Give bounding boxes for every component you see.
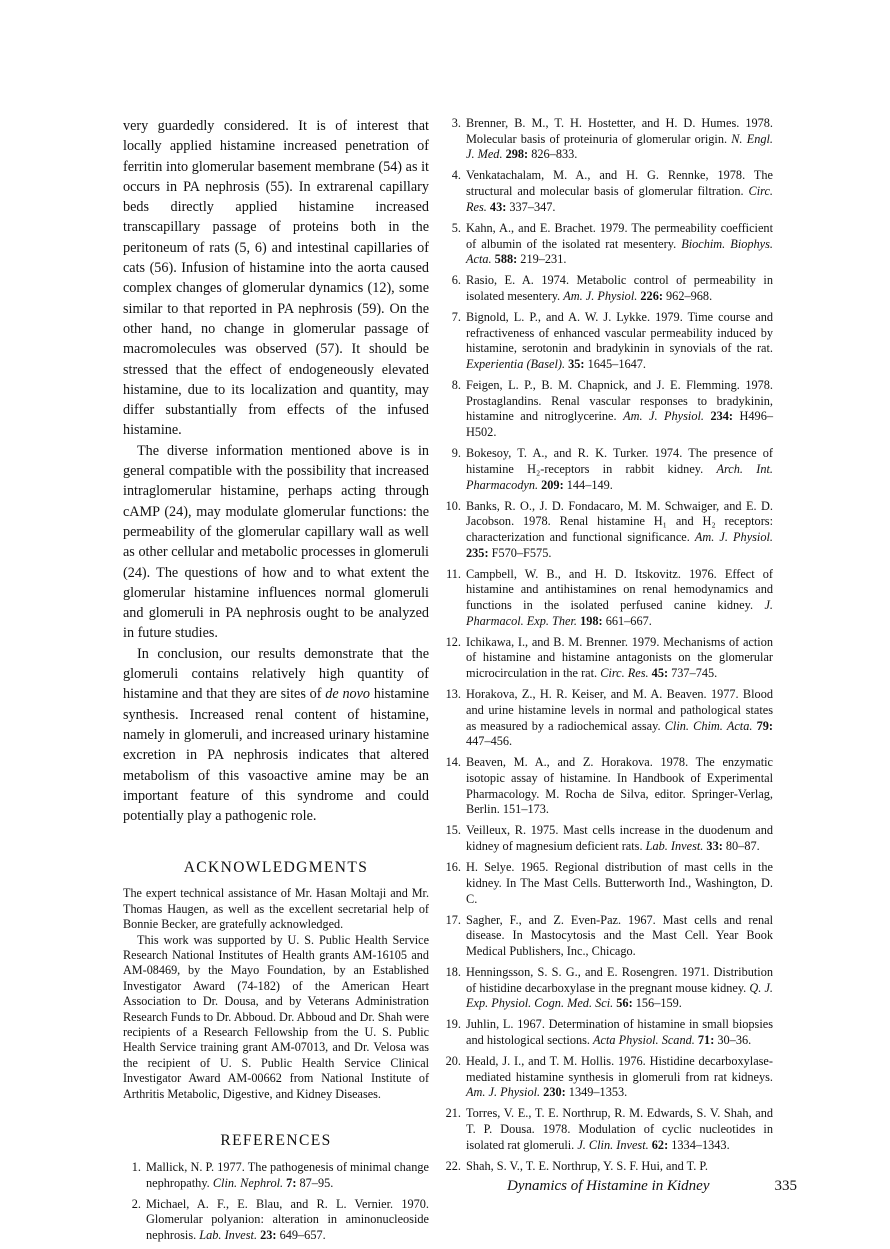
conclusion-text: In conclusion, our results demonstrate that the glomeruli contains relatively high quantity of histamine and that they are sites of — [123, 645, 429, 703]
reference-item — [443, 567, 773, 630]
page-number: 335 — [774, 1178, 797, 1194]
reference-item — [443, 446, 773, 493]
reference-item — [443, 1106, 773, 1153]
reference-pages: 30–36. — [714, 1033, 752, 1048]
body-paragraph: very guardedly considered. It is of interest that locally applied histamine increased penetration of ferritin into glomerular basement membrane (54) as it occurs in PA nephrosis (55). In extrarenal capillary beds directly applied histamine increased transcapillary passage of proteins both in the peritoneum of rats (5, 6) and intestinal capillaries of cats (56). Infusion of histamine into the aorta caused complex changes of glomerular dynamics (12), some similar to that reported in PA nephrosis (59). On the other hand, no change in glomerular passage of macromolecules was observed (57). It should be stressed that the effect of endogeneously elevated histamine, due to its localization and quantity, may differ substantially from effects of the infused histamine. — [123, 118, 429, 439]
reference-text: Heald, J. I., and T. M. Hollis. 1976. Histidine decarboxylase-mediated histamine synthesis in glomeruli from rat kidneys. — [466, 1054, 773, 1084]
reference-item — [443, 1017, 773, 1048]
reference-number: 13. — [445, 687, 461, 702]
references-heading: REFERENCES — [220, 1132, 332, 1150]
reference-text: H. Selye. 1965. Regional distribution of mast cells in the kidney. In The Mast Cells. Butterworth Ind., Washington, D. C. — [466, 860, 773, 906]
reference-journal: Am. J. Physiol. — [694, 529, 773, 544]
reference-item — [443, 168, 773, 215]
reference-volume: 226: — [637, 288, 663, 303]
reference-volume: 235: — [466, 545, 489, 560]
acknowledgments-heading: ACKNOWLEDGMENTS — [183, 859, 369, 877]
left-column — [123, 116, 429, 1249]
reference-pages: 337–347. — [506, 199, 556, 214]
reference-item — [123, 1197, 429, 1244]
reference-journal: J. Clin. Invest. — [577, 1137, 649, 1152]
conclusion-italic: de novo — [325, 686, 371, 703]
reference-volume: 23: — [257, 1228, 277, 1243]
references-list-left — [123, 1160, 429, 1244]
reference-text: Venkatachalam, M. A., and H. G. Rennke, 1978. The structural and molecular basis of glomerular filtration. — [466, 168, 773, 199]
reference-volume: 43: — [486, 199, 507, 214]
reference-journal: N. Engl. J. Med. — [466, 131, 773, 162]
reference-journal: J. Pharmacol. Exp. Ther. — [466, 598, 773, 628]
reference-text: Shah, S. V., T. E. Northrup, Y. S. F. Hui, and T. P. — [466, 1158, 708, 1173]
reference-number: 17. — [445, 912, 461, 927]
reference-number: 1. — [131, 1160, 141, 1175]
reference-item — [443, 221, 773, 268]
reference-pages: 962–968. — [662, 288, 713, 303]
reference-volume: 33: — [703, 839, 723, 854]
reference-text: Kahn, A., and E. Brachet. 1979. The permeability coefficient of albumin of the isolated rat mesentery. — [466, 220, 773, 251]
body-paragraph: The diverse information mentioned above is in general compatible with the possibility that increased intraglomerular histamine, perhaps acting through cAMP (24), may modulate glomerular functions: the permeability of the glomerular capillary wall as well as other cellular and metabolic processes in glomeruli (24). The questions of how and to what extent the glomerular histamine influences normal glomeruli and glomeruli in PA nephrosis ought to be analyzed in future studies. — [123, 442, 429, 642]
page-footer — [507, 1178, 797, 1202]
reference-pages: 1645–1647. — [584, 357, 646, 372]
reference-journal: Experientia (Basel). — [466, 357, 566, 372]
reference-journal: Arch. Int. Pharmacodyn. — [466, 461, 773, 492]
reference-journal: Circ. Res. — [466, 184, 773, 214]
reference-item — [443, 1159, 773, 1175]
reference-text: Mallick, N. P. 1977. The pathogenesis of minimal change nephropathy. — [146, 1160, 429, 1190]
reference-pages: 87–95. — [296, 1175, 334, 1190]
reference-volume: 234: — [704, 409, 734, 424]
reference-journal: Lab. Invest. — [199, 1228, 258, 1243]
reference-text: Torres, V. E., T. E. Northrup, R. M. Edwards, S. V. Shah, and T. P. Dousa. 1978. Modulation of cyclic nucleotides in isolated rat glomeruli. — [466, 1106, 773, 1152]
reference-number: 3. — [451, 116, 461, 130]
reference-number: 4. — [451, 168, 461, 183]
reference-number: 20. — [445, 1054, 461, 1069]
reference-journal: Acta Physiol. Scand. — [593, 1033, 695, 1048]
reference-pages: 447–456. — [466, 734, 513, 749]
reference-text: Henningsson, S. S. G., and E. Rosengren. 1971. Distribution of histidine decarboxylase in the pregnant mouse kidney. — [466, 964, 773, 995]
reference-text: Feigen, L. P., B. M. Chapnick, and J. E. Flemming. 1978. Prostaglandins. Renal vascular responses to bradykinin, histamine and nitroglycerine. — [466, 378, 773, 424]
reference-number: 10. — [445, 498, 461, 513]
reference-text: Brenner, B. M., T. H. Hostetter, and H. D. Humes. 1978. Molecular basis of proteinuria of glomerular origin. — [466, 116, 773, 146]
reference-text: Bignold, L. P., and A. W. J. Lykke. 1979. Time course and refractiveness of enhanced vascular permeability induced by histamine, serotonin and bradykinin in synovials of the rat. — [466, 309, 773, 356]
conclusion-text: histamine synthesis. Increased renal content of histamine, namely in glomeruli, and increased urinary histamine excretion in PA nephrosis indicates that altered metabolism of this vasoactive amine may be an important feature of this syndrome and could potentially play a pathogenic role. — [123, 686, 429, 825]
reference-journal: Clin. Chim. Acta. — [664, 718, 753, 733]
references-list-right — [443, 116, 773, 1175]
reference-pages: 144–149. — [563, 477, 613, 492]
reference-journal: Lab. Invest. — [645, 839, 704, 854]
reference-volume: 7: — [283, 1175, 297, 1190]
reference-volume: 35: — [565, 357, 585, 372]
reference-volume: 56: — [613, 996, 633, 1011]
reference-volume: 71: — [694, 1033, 715, 1048]
reference-item — [443, 116, 773, 163]
reference-item — [443, 913, 773, 960]
reference-volume: 45: — [648, 666, 669, 681]
reference-item — [443, 965, 773, 1012]
reference-number: 2. — [131, 1196, 141, 1211]
reference-item — [443, 635, 773, 682]
reference-journal: Clin. Nephrol. — [212, 1175, 284, 1190]
reference-item — [123, 1160, 429, 1191]
reference-pages: 80–87. — [722, 839, 760, 854]
reference-volume: 62: — [648, 1137, 669, 1152]
reference-journal: Circ. Res. — [600, 666, 649, 681]
reference-text: Campbell, W. B., and H. D. Itskovitz. 1976. Effect of histamine and antihistamines on renal hemodynamics and functions in the isolated perfused canine kidney. — [466, 566, 773, 613]
reference-pages: H496–H502. — [466, 409, 773, 440]
reference-pages: 156–159. — [632, 996, 682, 1011]
reference-item — [443, 499, 773, 562]
reference-text: Beaven, M. A., and Z. Horakova. 1978. The enzymatic isotopic assay of histamine. In Handbook of Experimental Pharmacology. M. Rocha de Silva, editor. Springer-Verlag, Berlin. 151–173. — [466, 755, 773, 817]
reference-item — [443, 273, 773, 304]
reference-item — [443, 687, 773, 750]
reference-pages: 826–833. — [528, 147, 578, 162]
reference-journal: Biochim. Biophys. Acta. — [466, 236, 773, 267]
reference-volume: 209: — [538, 477, 564, 492]
reference-number: 22. — [445, 1158, 461, 1173]
reference-text: Banks, R. O., J. D. Fondacaro, M. M. Schwaiger, and E. D. Jacobson. 1978. Renal histamine H₁ and H₂ receptors: characterization and functional significance. — [466, 498, 773, 544]
reference-pages: 1334–1343. — [668, 1137, 730, 1152]
reference-journal: Am. J. Physiol. — [466, 1085, 541, 1100]
reference-pages: 661–667. — [602, 613, 652, 628]
reference-number: 9. — [451, 446, 461, 461]
reference-item — [443, 1054, 773, 1101]
reference-number: 21. — [445, 1106, 461, 1121]
reference-volume: 588: — [491, 252, 518, 267]
reference-journal: Q. J. Exp. Physiol. Cogn. Med. Sci. — [466, 980, 774, 1011]
reference-text: Horakova, Z., H. R. Keiser, and M. A. Beaven. 1977. Blood and urine histamine levels in normal and pathological states as measured by a radiochemical assay. — [466, 687, 773, 733]
reference-item — [443, 310, 773, 373]
reference-item — [443, 823, 773, 854]
running-title: Dynamics of Histamine in Kidney — [507, 1178, 710, 1194]
reference-volume: 298: — [502, 147, 529, 162]
reference-number: 7. — [451, 309, 461, 324]
reference-text: Bokesoy, T. A., and R. K. Turker. 1974. The presence of histamine H₂-receptors in rabbit kidney. — [466, 446, 773, 476]
conclusion-paragraph — [123, 644, 429, 827]
reference-number: 19. — [445, 1017, 461, 1032]
reference-number: 8. — [451, 378, 461, 393]
reference-number: 5. — [451, 220, 461, 235]
reference-pages: 1349–1353. — [565, 1085, 628, 1100]
reference-pages: F570–F575. — [488, 545, 552, 560]
right-column — [443, 116, 773, 1180]
reference-volume: 79: — [752, 718, 774, 733]
reference-journal: Am. J. Physiol. — [623, 409, 704, 424]
acknowledgment-paragraph: This work was supported by U. S. Public Health Service Research National Institutes of Health grants AM-16105 and AM-08469, by the Mayo Foundation, by an Established Investigator Award (74-182) of the American Heart Association to Dr. Dousa, and by Veterans Administration Research Funds to Dr. Abboud. Dr. Abboud and Dr. Shah were recipients of a Research Fellowship from the U. S. Public Health Service training grant AM-07013, and Dr. Velosa was the recipient of U. S. Public Health Service Clinical Investigator Award AM-00662 from National Institute of Arthritis Metabolic, Digestive, and Kidney Diseases. — [123, 932, 430, 1101]
reference-volume: 230: — [540, 1085, 566, 1100]
reference-number: 11. — [446, 566, 461, 581]
reference-number: 16. — [445, 860, 461, 875]
reference-text: Sagher, F., and Z. Even-Paz. 1967. Mast cells and renal disease. In Mastocytosis and the Mast Cell. Year Book Medical Publishers, Inc., Chicago. — [466, 912, 773, 958]
reference-pages: 737–745. — [668, 666, 718, 681]
reference-text: Juhlin, L. 1967. Determination of histamine in small biopsies and histological sections. — [466, 1017, 773, 1048]
reference-journal: Am. J. Physiol. — [563, 288, 638, 303]
reference-item — [443, 755, 773, 818]
reference-number: 15. — [445, 823, 461, 838]
reference-text: Michael, A. F., E. Blau, and R. L. Vernier. 1970. Glomerular polyanion: alteration in aminonucleoside nephrosis. — [146, 1196, 429, 1243]
reference-number: 18. — [445, 964, 461, 979]
reference-number: 14. — [445, 755, 461, 770]
reference-volume: 198: — [577, 613, 603, 628]
reference-item — [443, 860, 773, 907]
reference-text: Ichikawa, I., and B. M. Brenner. 1979. Mechanisms of action of histamine and histamine antagonists on the glomerular microcirculation in the rat. — [466, 634, 773, 681]
reference-text: Rasio, E. A. 1974. Metabolic control of permeability in isolated mesentery. — [466, 273, 773, 303]
reference-pages: 219–231. — [517, 252, 567, 267]
acknowledgment-paragraph: The expert technical assistance of Mr. Hasan Moltaji and Mr. Thomas Haugen, as well as the excellent secretarial help of Bonnie Becker, are gratefully acknowledged. — [123, 886, 429, 932]
reference-item — [443, 378, 773, 441]
reference-number: 12. — [445, 634, 461, 649]
reference-text: Veilleux, R. 1975. Mast cells increase in the duodenum and kidney of magnesium deficient rats. — [466, 823, 773, 854]
reference-pages: 649–657. — [276, 1228, 326, 1243]
reference-number: 6. — [451, 273, 461, 288]
